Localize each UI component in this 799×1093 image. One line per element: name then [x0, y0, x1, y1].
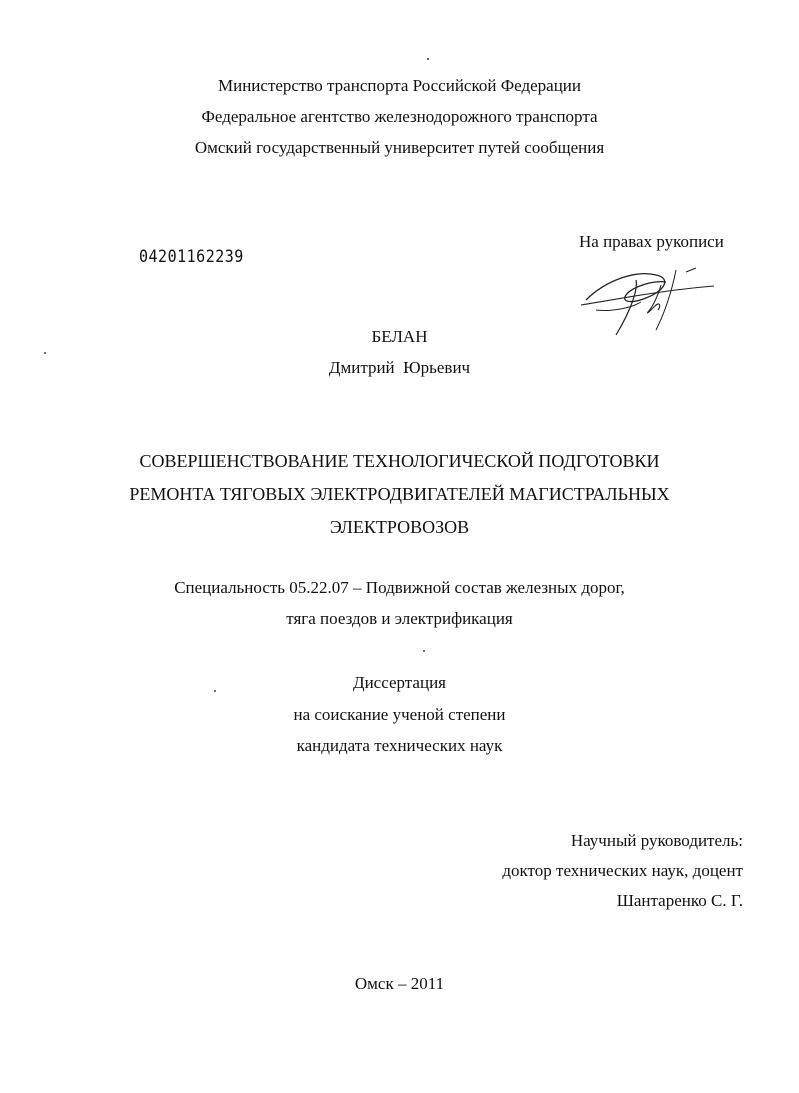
specialty-line-1: Специальность 05.22.07 – Подвижной состав железных дорог,: [174, 578, 625, 597]
degree-line-3: кандидата технических наук: [296, 736, 503, 755]
manuscript-note: На правах рукописи: [579, 232, 724, 251]
supervisor-label: Научный руководитель:: [570, 831, 743, 850]
agency-name: Федеральное агентство железнодорожного транспорта: [201, 107, 598, 126]
stamp-number: 04201162239: [139, 246, 244, 267]
ministry-name: Министерство транспорта Российской Федерации: [217, 76, 581, 95]
city-year: Омск – 2011: [354, 974, 445, 993]
scan-speck: [427, 58, 429, 60]
specialty-line-2: тяга поездов и электрификация: [286, 609, 513, 628]
supervisor-name: Шантаренко С. Г.: [616, 891, 743, 910]
title-line-3: ЭЛЕКТРОВОЗОВ: [329, 517, 470, 537]
degree-line-1: Диссертация: [352, 673, 446, 692]
scan-speck: [423, 650, 425, 652]
scan-speck: [44, 352, 46, 354]
scan-speck: [214, 690, 216, 692]
university-name: Омский государственный университет путей сообщения: [194, 138, 605, 157]
title-line-1: СОВЕРШЕНСТВОВАНИЕ ТЕХНОЛОГИЧЕСКОЙ ПОДГОТОВКИ: [139, 451, 660, 471]
degree-line-2: на соискание ученой степени: [293, 705, 506, 724]
supervisor-degree: доктор технических наук, доцент: [502, 861, 743, 880]
author-name: Дмитрий Юрьевич: [328, 358, 471, 377]
author-surname: БЕЛАН: [371, 327, 428, 346]
title-line-2: РЕМОНТА ТЯГОВЫХ ЭЛЕКТРОДВИГАТЕЛЕЙ МАГИСТРАЛЬНЫХ: [129, 484, 670, 504]
